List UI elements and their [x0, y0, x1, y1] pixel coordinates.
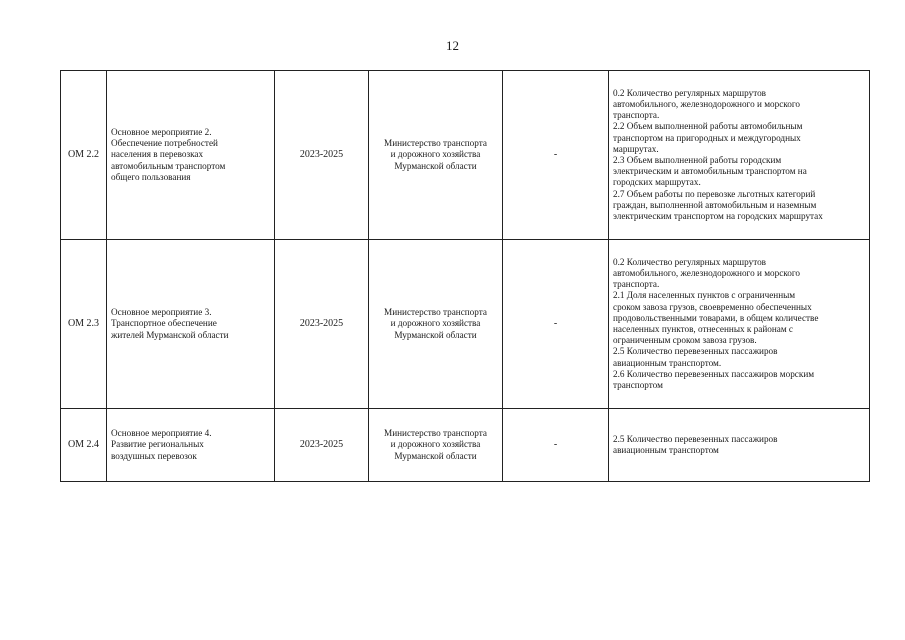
measure-indicators: 2.5 Количество перевезенных пассажиров авиационным транспортом	[609, 409, 870, 482]
page-number: 12	[446, 38, 459, 53]
measure-dash: -	[503, 409, 609, 482]
measure-indicators: 0.2 Количество регулярных маршрутов автомобильного, железнодорожного и морского транспорта. 2.1 Доля населенных пунктов с ограниченным сроком завоза грузов, своевременно обеспеченных продовольственными товарами, в общем количестве населенных пунктов, отнесенных к районам с ограниченным сроком завоза грузов. 2.5 Количество перевезенных пассажиров авиационным транспортом. 2.6 Количество перевезенных пассажиров морским транспортом	[609, 240, 870, 409]
measure-name: Основное мероприятие 4. Развитие региональных воздушных перевозок	[107, 409, 275, 482]
measure-period: 2023-2025	[275, 240, 369, 409]
measure-executor: Министерство транспорта и дорожного хозяйства Мурманской области	[369, 409, 503, 482]
table-row	[61, 409, 870, 482]
measure-indicators: 0.2 Количество регулярных маршрутов автомобильного, железнодорожного и морского транспорта. 2.2 Объем выполненной работы автомобильным транспортом на пригородных и междугородных маршрутах. 2.3 Объем выполненной работы городским электрическим и автомобильным транспортом на городских маршрутах. 2.7 Объем работы по перевозке льготных категорий граждан, выполненной автомобильным и наземным электрическим транспортом на городских маршрутах	[609, 71, 870, 240]
measure-period: 2023-2025	[275, 71, 369, 240]
measure-dash: -	[503, 71, 609, 240]
measure-name: Основное мероприятие 3. Транспортное обеспечение жителей Мурманской области	[107, 240, 275, 409]
measure-executor: Министерство транспорта и дорожного хозяйства Мурманской области	[369, 240, 503, 409]
measure-code: ОМ 2.4	[61, 409, 107, 482]
measure-executor: Министерство транспорта и дорожного хозяйства Мурманской области	[369, 71, 503, 240]
program-measures-table	[60, 70, 870, 482]
measure-code: ОМ 2.3	[61, 240, 107, 409]
table-row	[61, 240, 870, 409]
measure-code: ОМ 2.2	[61, 71, 107, 240]
measure-dash: -	[503, 240, 609, 409]
table-row	[61, 71, 870, 240]
measure-name: Основное мероприятие 2. Обеспечение потребностей населения в перевозках автомобильным транспортом общего пользования	[107, 71, 275, 240]
measure-period: 2023-2025	[275, 409, 369, 482]
